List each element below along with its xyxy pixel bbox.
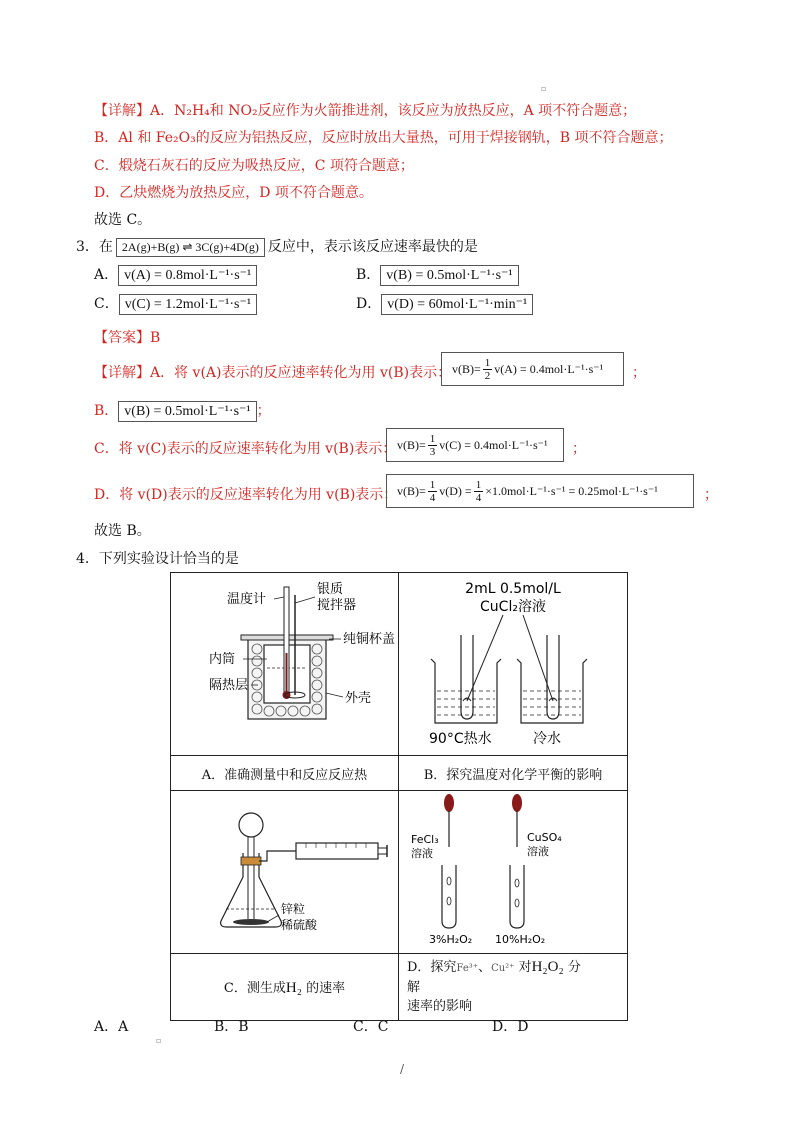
question-4: 4．下列实验设计恰当的是 <box>76 551 239 567</box>
zinc-granules <box>233 919 269 925</box>
option-box: v(B) = 0.5mol·L⁻¹·s⁻¹ <box>380 265 518 286</box>
label-tube-2: 10%H₂O₂ <box>495 933 546 946</box>
label-shell: 外壳 <box>345 691 372 706</box>
caption-part: 的速率 <box>301 981 346 996</box>
caption-d-line-2: 解 <box>407 980 421 995</box>
equilibrium-diagram <box>399 573 627 751</box>
h2-rate-diagram <box>171 791 398 949</box>
caption-b: B．探究温度对化学平衡的影响 <box>399 756 628 791</box>
formula-part: v(B)= <box>397 483 426 498</box>
caption-d-line-1 <box>407 958 619 978</box>
caption-d <box>399 954 628 1021</box>
test-tube-1 <box>442 865 456 928</box>
dropper-bulb-2 <box>512 794 522 812</box>
h2o2-formula: H₂O₂ <box>531 959 564 975</box>
label-fecl3-soln: 溶液 <box>411 847 433 860</box>
caption-part: D．探究 <box>407 960 457 975</box>
caption-c <box>171 954 399 1021</box>
formula-3b: v(B) = 0.5mol·L⁻¹·s⁻¹ <box>118 401 256 422</box>
formula-part: v(B)= <box>452 361 481 376</box>
formula-3a <box>441 352 624 386</box>
q4-option-c: C．C <box>353 1019 389 1035</box>
fraction <box>428 433 438 458</box>
label-acid: 稀硫酸 <box>281 918 318 932</box>
question-3 <box>76 236 478 257</box>
denominator: 3 <box>429 445 436 458</box>
label-zinc: 锌粒 <box>281 902 306 916</box>
tube-cold <box>547 635 559 719</box>
label-tube-1: 3%H₂O₂ <box>429 933 473 946</box>
option-box: v(C) = 1.2mol·L⁻¹·s⁻¹ <box>119 294 257 315</box>
numerator: 1 <box>484 356 491 369</box>
catalyst-diagram <box>399 791 627 949</box>
fraction <box>474 479 484 504</box>
option-b <box>356 264 519 286</box>
corner-mark: ▫ <box>541 84 547 93</box>
ion-fe: Fe³⁺ <box>456 963 479 974</box>
option-c <box>94 293 257 315</box>
cell-b-figure <box>399 573 628 756</box>
option-label: D． <box>356 296 382 312</box>
option-label: B． <box>356 267 381 283</box>
fraction <box>428 479 438 504</box>
q4-option-d: D．D <box>492 1019 529 1035</box>
detail-line-a: 【详解】A．N₂H₄和 NO₂反应作为火箭推进剂，该反应为放热反应，A 项不符合题意； <box>94 103 637 119</box>
caption-part: 、 <box>478 960 492 975</box>
caption-part: C．测生成 <box>223 981 286 996</box>
label-thermometer: 温度计 <box>227 592 267 607</box>
denominator: 2 <box>484 369 491 382</box>
label-insulation: 隔热层 <box>209 678 249 693</box>
semicolon: ； <box>704 487 718 503</box>
caption-d-line-3: 速率的影响 <box>407 999 473 1014</box>
formula-3c <box>386 428 564 462</box>
option-d <box>356 293 533 315</box>
label-cuso4: CuSO₄ <box>527 831 562 844</box>
denominator: 4 <box>429 491 436 504</box>
formula-part: v(A) = 0.4mol·L⁻¹·s⁻¹ <box>494 361 604 376</box>
cell-c-figure <box>171 791 399 954</box>
numerator: 1 <box>429 478 436 491</box>
formula-part: ×1.0mol·L⁻¹·s⁻¹ = 0.25mol·L⁻¹·s⁻¹ <box>485 483 658 498</box>
label-reagent-1: 2mL 0.5mol/L <box>465 581 561 597</box>
caption-a: A．准确测量中和反应反应热 <box>171 756 399 791</box>
tube-hot <box>461 635 473 719</box>
test-tube-2 <box>510 865 524 928</box>
option-box: v(D) = 60mol·L⁻¹·min⁻¹ <box>381 294 533 315</box>
answer-3: 【答案】B <box>94 330 161 346</box>
label-hot-water: 90°C热水 <box>429 731 492 747</box>
dropper-bulb-1 <box>444 794 454 812</box>
cell-a-figure <box>171 573 399 756</box>
label-stirrer-2: 搅拌器 <box>317 598 357 613</box>
semicolon: ； <box>572 441 586 457</box>
experiment-table <box>170 572 628 1021</box>
fraction <box>483 357 493 382</box>
formula-part: v(D) = <box>439 483 472 498</box>
label-lid: 纯铜杯盖 <box>343 632 396 647</box>
stopper <box>241 857 261 865</box>
detail-3d-text: D．将 v(D)表示的反应速率转化为用 v(B)表示： <box>94 487 398 503</box>
calorimeter-diagram <box>171 573 398 751</box>
detail-label: B． <box>94 403 119 419</box>
detail-line-c: C．煅烧石灰石的反应为吸热反应，C 项符合题意； <box>94 158 414 174</box>
question-number: 3．在 <box>76 239 113 255</box>
option-box: v(A) = 0.8mol·L⁻¹·s⁻¹ <box>118 265 257 286</box>
semicolon: ； <box>632 365 646 381</box>
equation-box: 2A(g)+B(g) ⇌ 3C(g)+4D(g) <box>116 238 265 257</box>
q4-option-b: B．B <box>214 1019 249 1035</box>
caption-part: 对 <box>514 960 532 975</box>
label-cold-water: 冷水 <box>533 731 561 747</box>
detail-3b <box>94 400 271 422</box>
label-reagent-2: CuCl₂溶液 <box>480 599 546 615</box>
h2-formula: H₂ <box>285 980 302 996</box>
question-stem: 反应中，表示该反应速率最快的是 <box>267 239 478 255</box>
semicolon: ； <box>256 403 271 419</box>
detail-3a-text: 【详解】A．将 v(A)表示的反应速率转化为用 v(B)表示： <box>94 365 452 381</box>
footer-mark: ▫ <box>156 1036 162 1045</box>
ion-cu: Cu²⁺ <box>491 963 515 974</box>
cell-d-figure <box>399 791 628 954</box>
funnel-bulb <box>239 813 263 837</box>
numerator: 1 <box>429 432 436 445</box>
q4-option-a: A．A <box>94 1019 129 1035</box>
label-fecl3: FeCl₃ <box>411 833 439 846</box>
option-a <box>94 264 257 286</box>
label-inner: 内筒 <box>209 652 236 667</box>
detail-3c-text: C．将 v(C)表示的反应速率转化为用 v(B)表示： <box>94 441 397 457</box>
detail-line-b: B．Al 和 Fe₂O₃的反应为铝热反应，反应时放出大量热，可用于焊接钢轨，B 项不符合题意； <box>94 130 673 146</box>
label-cuso4-soln: 溶液 <box>527 845 549 858</box>
conclusion-2: 故选 C。 <box>94 212 152 228</box>
formula-3d <box>386 474 694 508</box>
label-stirrer-1: 银质 <box>317 582 344 597</box>
formula-part: v(C) = 0.4mol·L⁻¹·s⁻¹ <box>439 437 548 452</box>
formula-part: v(B)= <box>397 437 426 452</box>
numerator: 1 <box>475 478 482 491</box>
denominator: 4 <box>475 491 482 504</box>
caption-part: 分 <box>563 960 581 975</box>
page-marker: / <box>400 1062 405 1076</box>
conclusion-3: 故选 B。 <box>94 523 151 539</box>
option-label: C． <box>94 296 119 312</box>
option-label: A． <box>94 267 119 283</box>
detail-line-d: D．乙炔燃烧为放热反应，D 项不符合题意。 <box>94 185 373 201</box>
